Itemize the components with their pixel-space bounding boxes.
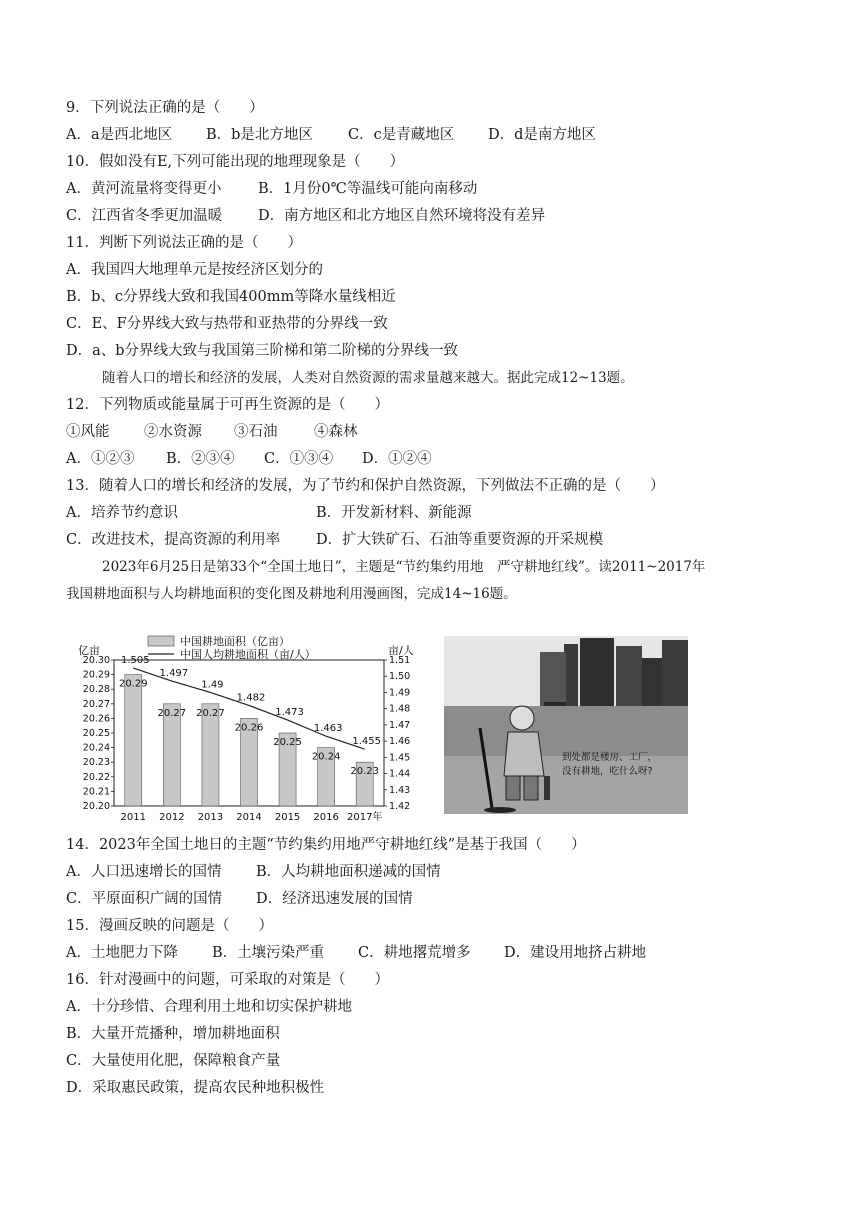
question-13-stem: 13．随着人口的增长和经济的发展，为了节约和保护自然资源，下列做法不正确的是（ ） (66, 478, 665, 494)
comic-caption-line2: 没有耕地，吃什么呀? (562, 766, 653, 777)
question-13-options-row1 (66, 503, 472, 523)
line-point-label: 1.463 (313, 723, 343, 735)
y-left-tick-label: 20.26 (82, 713, 110, 725)
option-b: B．1月份0℃等温线可能向南移动 (258, 181, 478, 197)
farmland-comic (444, 636, 688, 814)
option-c: C．c是青藏地区 (348, 127, 455, 143)
x-tick-label: 2017年 (346, 812, 383, 823)
option-b: B．开发新材料、新能源 (316, 505, 472, 521)
y-right-tick-label: 1.43 (389, 784, 411, 796)
y-left-tick-label: 20.30 (82, 655, 110, 666)
option-d: D．扩大铁矿石、石油等重要资源的开采规模 (316, 532, 604, 548)
chart-svg (74, 634, 428, 826)
item-3: ③石油 (234, 424, 278, 440)
intro-14-16-line1: 2023年6月25日是第33个“全国土地日”，主题是“节约集约用地 严守耕地红线”。读2011~2017年 (102, 559, 706, 575)
farmland-chart (74, 634, 428, 826)
question-14-stem: 14．2023年全国土地日的主题“节约集约用地严守耕地红线”是基于我国（ ） (66, 837, 586, 853)
bar (163, 704, 180, 806)
x-tick-label: 2011 (120, 812, 147, 823)
legend-line-label: 中国人均耕地面积（亩/人） (180, 648, 316, 661)
y-right-tick-label: 1.49 (389, 687, 411, 699)
y-right-tick-label: 1.42 (389, 801, 411, 812)
bar-label: 20.25 (273, 737, 302, 748)
bar-label: 20.27 (157, 707, 187, 719)
question-11-stem: 11．判断下列说法正确的是（ ） (66, 235, 302, 251)
comic-illustration (444, 636, 688, 814)
y-left-tick-label: 20.29 (82, 669, 110, 681)
y-left-tick-label: 20.23 (82, 757, 110, 769)
y-left-tick-label: 20.24 (82, 742, 110, 754)
question-12-options (66, 449, 432, 469)
bar (125, 675, 142, 806)
bar-label: 20.26 (234, 722, 264, 734)
x-tick-label: 2013 (197, 812, 224, 823)
y-right-tick-label: 1.46 (389, 736, 411, 748)
x-tick-label: 2012 (159, 812, 185, 823)
option-c: C．①③④ (264, 451, 334, 467)
y-right-tick-label: 1.51 (389, 655, 411, 666)
option-a: A．①②③ (66, 451, 135, 467)
bar (202, 704, 219, 806)
legend-bar-label: 中国耕地面积（亿亩） (180, 635, 290, 648)
x-tick-label: 2014 (236, 812, 262, 823)
question-16-stem: 16．针对漫画中的问题，可采取的对策是（ ） (66, 972, 389, 988)
line-point-label: 1.473 (275, 707, 304, 719)
y-right-tick-label: 1.50 (389, 671, 411, 683)
question-14-options-row2 (66, 889, 413, 909)
item-4: ④森林 (314, 424, 358, 440)
y-left-tick-label: 20.21 (82, 786, 110, 798)
y-right-tick-label: 1.45 (389, 752, 411, 764)
bar-label: 20.24 (311, 751, 341, 763)
option-a: A．培养节约意识 (66, 505, 178, 521)
y-left-tick-label: 20.20 (82, 801, 110, 812)
y-left-tick-label: 20.27 (82, 698, 110, 710)
option-c: C．大量使用化肥，保障粮食产量 (66, 1053, 281, 1069)
line-point-label: 1.49 (201, 679, 224, 691)
option-b: B．大量开荒播种，增加耕地面积 (66, 1026, 280, 1042)
question-9-stem: 9．下列说法正确的是（ ） (66, 100, 264, 116)
question-10-options-row1 (66, 179, 477, 199)
option-c: C．平原面积广阔的国情 (66, 891, 223, 907)
bar-label: 20.27 (196, 707, 225, 719)
intro-14-16-line2: 我国耕地面积与人均耕地面积的变化图及耕地利用漫画图，完成14~16题。 (66, 586, 517, 602)
option-a: A．土地肥力下降 (66, 945, 178, 961)
x-tick-label: 2016 (313, 812, 339, 823)
option-a: A．a是西北地区 (66, 127, 173, 143)
y-left-tick-label: 20.25 (82, 728, 110, 739)
option-d: D．a、b分界线大致与我国第三阶梯和第二阶梯的分界线一致 (66, 343, 459, 359)
question-14-options-row1 (66, 862, 441, 882)
option-b: B．人均耕地面积递减的国情 (256, 864, 441, 880)
comic-caption-line1: 到处都是楼房、工厂， (562, 752, 658, 763)
question-15-options (66, 943, 646, 963)
option-a: A．十分珍惜、合理利用土地和切实保护耕地 (66, 999, 352, 1015)
option-c: C．耕地撂荒增多 (358, 945, 471, 961)
bar-label: 20.23 (350, 766, 380, 778)
option-d: D．①②④ (362, 451, 432, 467)
option-c: C．江西省冬季更加温暖 (66, 208, 223, 224)
y-right-tick-label: 1.47 (389, 719, 411, 731)
option-b: B．b、c分界线大致和我国400mm等降水量线相近 (66, 289, 396, 305)
y-left-tick-label: 20.22 (82, 771, 110, 783)
question-13-options-row2 (66, 530, 603, 550)
y-axis-left-title: 亿亩 (78, 644, 100, 657)
line-point-label: 1.482 (236, 692, 266, 704)
option-a: A．黄河流量将变得更小 (66, 181, 222, 197)
line-point-label: 1.505 (120, 655, 150, 667)
option-a: A．人口迅速增长的国情 (66, 864, 222, 880)
item-1: ①风能 (66, 424, 110, 440)
y-left-tick-label: 20.28 (82, 684, 110, 696)
question-12-stem: 12．下列物质或能量属于可再生资源的是（ ） (66, 397, 389, 413)
option-b: B．b是北方地区 (206, 127, 313, 143)
line-point-label: 1.455 (352, 736, 382, 748)
question-12-items (66, 422, 358, 442)
option-d: D．南方地区和北方地区自然环境将没有差异 (258, 208, 546, 224)
item-2: ②水资源 (144, 424, 202, 440)
y-right-tick-label: 1.44 (389, 768, 411, 780)
bar-label: 20.29 (118, 678, 148, 690)
legend-bar-swatch (148, 636, 174, 646)
option-b: B．②③④ (166, 451, 235, 467)
option-b: B．土壤污染严重 (212, 945, 325, 961)
y-axis-right-title: 亩/人 (388, 644, 414, 657)
option-d: D．d是南方地区 (488, 127, 596, 143)
question-10-options-row2 (66, 206, 545, 226)
option-c: C．改进技术，提高资源的利用率 (66, 532, 281, 548)
option-d: D．经济迅速发展的国情 (256, 891, 413, 907)
option-d: D．采取惠民政策，提高农民种地积极性 (66, 1080, 325, 1096)
question-10-stem: 10．假如没有E,下列可能出现的地理现象是（ ） (66, 154, 405, 170)
question-15-stem: 15．漫画反映的问题是（ ） (66, 918, 273, 934)
option-a: A．我国四大地理单元是按经济区划分的 (66, 262, 323, 278)
intro-12-13: 随着人口的增长和经济的发展，人类对自然资源的需求量越来越大。据此完成12~13题。 (102, 370, 634, 386)
option-c: C．E、F分界线大致与热带和亚热带的分界线一致 (66, 316, 388, 332)
x-tick-label: 2015 (274, 812, 301, 823)
y-right-tick-label: 1.48 (389, 703, 411, 715)
option-d: D．建设用地挤占耕地 (504, 945, 647, 961)
question-9-options (66, 125, 596, 145)
line-point-label: 1.497 (159, 668, 189, 680)
